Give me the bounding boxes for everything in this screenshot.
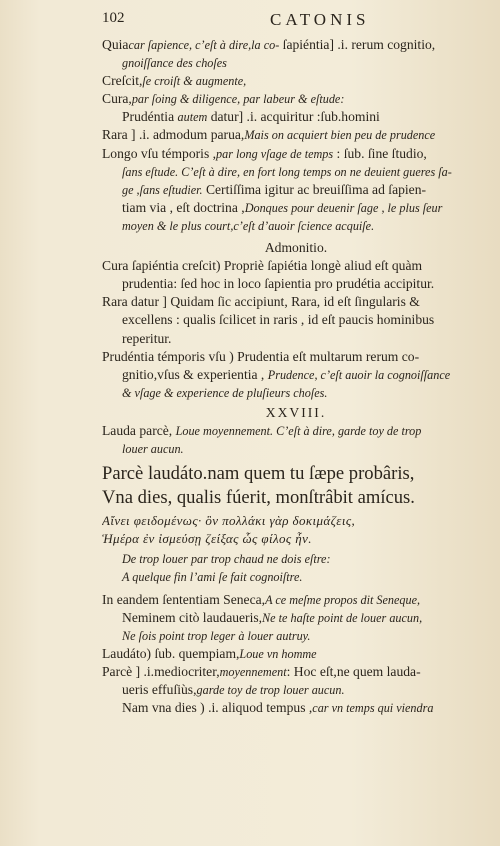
italic-gloss: par ſoing & diligence, par labeur & eſtude:: [131, 92, 345, 107]
roman-text: datur] .i. acquiritur :ſub.homini: [207, 109, 380, 125]
commentary-line: [102, 126, 490, 144]
admonitio-line: Prudéntia témporis vſu ) Prudentia eſt multarum rerum co-: [102, 348, 420, 364]
greek-line: Αἴνει φειδομένως· ὃν πολλάκι γὰρ δοκιμάζεις,: [102, 513, 356, 529]
italic-gloss: Ne ſois point trop leger à louer autruy.: [122, 628, 311, 643]
admonitio-block: [102, 257, 490, 366]
page-number: 102: [102, 10, 125, 26]
commentary-line: [102, 72, 490, 90]
commentary-line: [102, 108, 490, 126]
roman-text: Creſcit,: [102, 73, 143, 89]
roman-text: : Hoc eſt,ne quem lauda-: [286, 663, 421, 679]
roman-text: ueris effuſiùs,: [122, 682, 197, 697]
closing-line: [102, 645, 490, 663]
italic-gloss: Donques pour deuenir ſage , le plus ſeur: [244, 200, 443, 215]
greek-line: Ἡμέρα ἐν ἰσμεύσῃ ζείξας ὧς φίλος ἦν.: [102, 531, 312, 547]
roman-text: Rara ] .i. admodum parua,: [102, 127, 245, 143]
roman-text: Nam vna dies ) .i. aliquod tempus ,: [122, 700, 313, 716]
roman-text: Longo vſu témporis ,: [102, 145, 217, 161]
roman-text: Cura,: [102, 91, 132, 107]
italic-gloss: Mais on acquiert bien peu de prudence: [244, 128, 436, 143]
italic-gloss: autem: [177, 110, 208, 125]
commentary-line: [102, 217, 490, 235]
commentary-line: [102, 145, 490, 163]
italic-gloss: Ne te haſte point de louer aucun,: [262, 610, 423, 625]
italic-gloss: gnoiſſance des choſes: [122, 56, 227, 71]
closing-line: [102, 699, 490, 717]
closing-line: [102, 609, 490, 627]
italic-gloss: ge ,ſans eſtudier.: [122, 182, 203, 197]
roman-text: ſapiéntia] .i. rerum cognitio,: [279, 37, 436, 52]
chapter-note: Lauda parcè, Loue moyennement. C’eſt à dire, garde toy de trop: [102, 422, 422, 438]
admonitio-line: gnitio,vſus & experientia , Prudence, c’eſt auoir la cognoiſſance: [122, 366, 451, 382]
closing-line: [102, 627, 490, 645]
roman-text: Quia: [102, 37, 129, 52]
page-body: [102, 36, 490, 717]
admonitio-line: excellens : qualis ſcilicet in raris , id eſt paucis hominibus: [122, 312, 435, 328]
roman-text: tiam via , eſt doctrina ,: [122, 199, 245, 215]
italic-gloss: moyen & le plus court,c’eſt d’auoir ſcience acquiſe.: [122, 218, 375, 233]
commentary-line: [102, 199, 490, 217]
closing-line: [102, 663, 490, 681]
french-verse: A quelque fin l’ami ſe fait cognoiſtre.: [122, 570, 303, 585]
admonitio-line: Cura ſapiéntia creſcit) Propriè ſapiétia longè aliud eſt quàm: [102, 258, 423, 274]
roman-text: In eandem ſententiam Seneca,: [102, 591, 266, 607]
closing-line: [102, 681, 490, 699]
roman-text: Certiſſima igitur ac breuiſſima ad ſapien-: [202, 181, 427, 197]
roman-text: Parcè ] .i.mediocriter,: [102, 663, 220, 679]
roman-text: Neminem citò laudaueris,: [122, 609, 263, 625]
commentary-block: [102, 36, 490, 235]
italic-gloss: moyennement: [219, 664, 287, 679]
italic-gloss: car ſapience, c’eſt à dire,la co-: [128, 38, 280, 52]
chapter-note: louer aucun.: [122, 442, 184, 457]
commentary-line: [102, 54, 490, 72]
italic-gloss: garde toy de trop louer aucun.: [196, 683, 345, 697]
roman-text: : ſub. ſine ſtudio,: [333, 145, 427, 161]
roman-text: Laudáto) ſub. quempiam,: [102, 645, 240, 661]
commentary-line: [102, 36, 490, 54]
verse-line: Parcè laudáto.nam quem tu ſæpe probâris,: [102, 463, 415, 485]
page-header: [102, 10, 482, 32]
admonitio-line: Rara datur ] Quidam ſic accipiunt, Rara, id eſt ſingularis &: [102, 294, 420, 310]
closing-line: [102, 591, 490, 609]
running-title: CATONIS: [270, 10, 370, 29]
italic-gloss: A ce meſme propos dit Seneque,: [265, 592, 421, 607]
verse-line: Vna dies, qualis fúerit, monſtrâbit amícus.: [102, 487, 415, 509]
section-heading: Admonitio.: [264, 240, 328, 256]
commentary-line: [102, 163, 490, 181]
closing-block: [102, 591, 490, 718]
chapter-heading: XXVIII.: [265, 404, 327, 420]
admonitio-line: reperitur.: [122, 330, 172, 346]
commentary-line: [102, 90, 490, 108]
commentary-line: [102, 181, 490, 199]
italic-gloss: par long vſage de temps: [216, 146, 334, 161]
admonitio-line: prudentia: ſed hoc in loco ſapientia pro prudétia accipitur.: [122, 276, 435, 292]
admonitio-line: & vſage & experience de pluſieurs choſes.: [122, 385, 328, 400]
italic-gloss: car vn temps qui viendra: [312, 701, 434, 716]
italic-gloss: Loue vn homme: [239, 646, 317, 661]
italic-gloss: ſe croiſt & augmente,: [142, 74, 247, 89]
italic-gloss: ſans eſtude. C’eſt à dire, en fort long temps on ne deuient gueres ſa-: [122, 164, 452, 179]
roman-text: Prudéntia: [122, 109, 178, 125]
french-verse: De trop louer par trop chaud ne dois eſtre:: [122, 552, 331, 567]
